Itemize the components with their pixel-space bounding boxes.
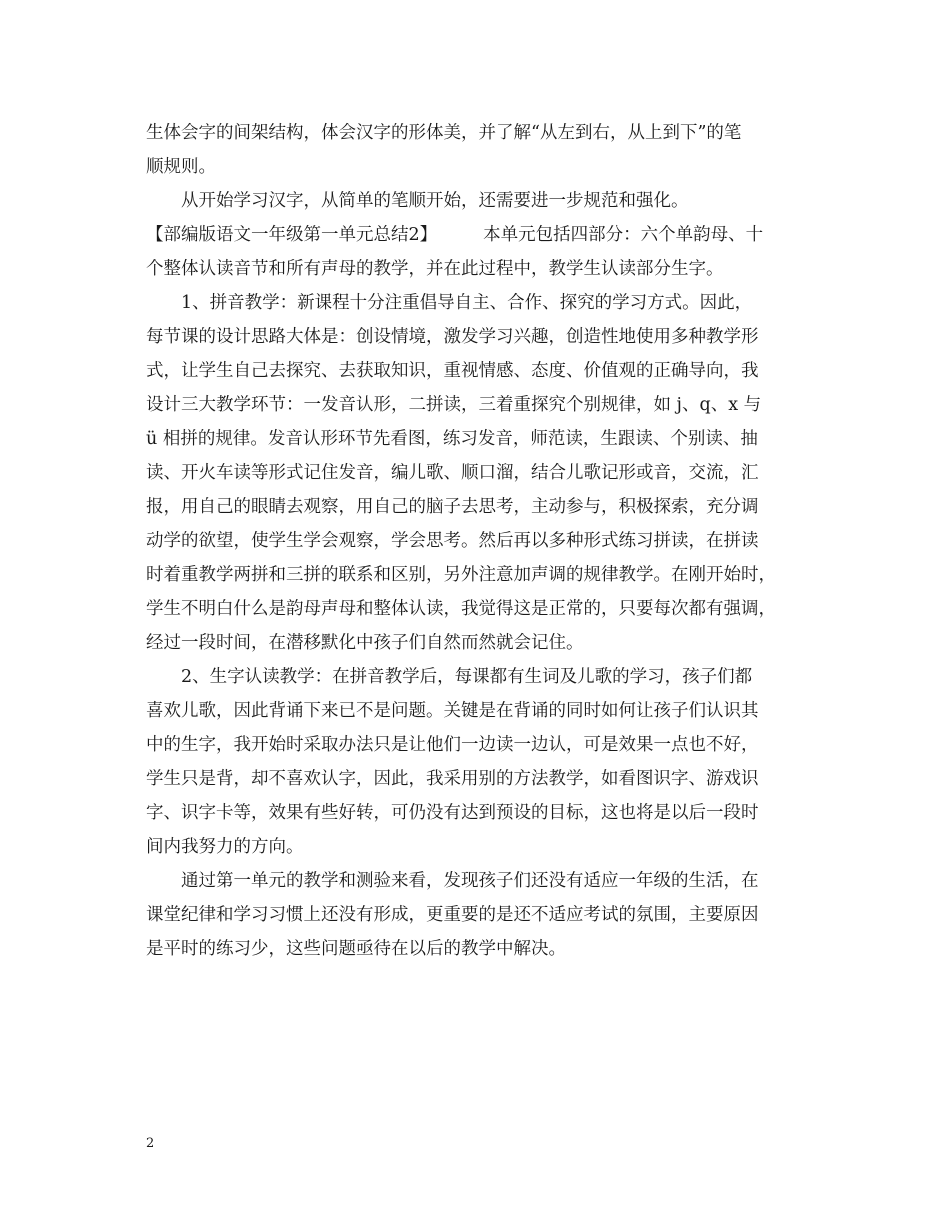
section-intro: 本单元包括四部分：六个单韵母、十	[483, 225, 764, 245]
text-line: 是平时的练习少，这些问题亟待在以后的教学中解决。	[146, 939, 566, 959]
text-line: 从开始学习汉字，从简单的笔顺开始，还需要进一步规范和强化。	[146, 191, 689, 211]
text-line: 生体会字的间架结构，体会汉字的形体美，并了解“从左到右，从上到下”的笔	[146, 123, 742, 143]
text-line: 喜欢儿歌，因此背诵下来已不是问题。关键是在背诵的同时如何让孩子们认识其	[146, 701, 759, 721]
text-line: 报，用自己的眼睛去观察，用自己的脑子去思考，主动参与，积极探索，充分调	[146, 497, 759, 517]
section-heading: 【部编版语文一年级第一单元总结2】	[146, 225, 438, 245]
text-line: 通过第一单元的教学和测验来看，发现孩子们还没有适应一年级的生活，在	[146, 871, 759, 891]
text-line: 字、识字卡等，效果有些好转，可仍没有达到预设的目标，这也将是以后一段时	[146, 803, 759, 823]
text-line: 经过一段时间，在潜移默化中孩子们自然而然就会记住。	[146, 633, 584, 653]
text-line: 顺规则。	[146, 157, 216, 177]
text-line: 中的生字，我开始时采取办法只是让他们一边读一边认，可是效果一点也不好，	[146, 735, 759, 755]
page-number: 2	[146, 1136, 155, 1151]
text-line: 动学的欲望，使学生学会观察，学会思考。然后再以多种形式练习拼读，在拼读	[146, 531, 759, 551]
text-line: 读、开火车读等形式记住发音，编儿歌、顺口溜，结合儿歌记形或音，交流，汇	[146, 463, 759, 483]
text-line: 学生只是背，却不喜欢认字，因此，我采用别的方法教学，如看图识字、游戏识	[146, 769, 759, 789]
text-line: 每节课的设计思路大体是：创设情境，激发学习兴趣，创造性地使用多种教学形	[146, 327, 759, 347]
text-line: 课堂纪律和学习习惯上还没有形成，更重要的是还不适应考试的氛围，主要原因	[146, 905, 759, 925]
text-line: ü 相拼的规律。发音认形环节先看图，练习发音，师范读，生跟读、个别读、抽	[146, 429, 758, 449]
text-line: 时着重教学两拼和三拼的联系和区别，另外注意加声调的规律教学。在刚开始时，	[146, 565, 776, 585]
document-body	[146, 116, 810, 966]
text-line: 1、拼音教学：新课程十分注重倡导自主、合作、探究的学习方式。因此，	[146, 293, 753, 313]
text-line: 个整体认读音节和所有声母的教学，并在此过程中，教学生认读部分生字。	[146, 259, 724, 279]
text-line: 2、生字认读教学：在拼音教学后，每课都有生词及儿歌的学习，孩子们都	[146, 667, 753, 687]
text-line: 学生不明白什么是韵母声母和整体认读，我觉得这是正常的，只要每次都有强调，	[146, 599, 776, 619]
text-line: 式，让学生自己去探究、去获取知识，重视情感、态度、价值观的正确导向，我	[146, 361, 759, 381]
text-line: 设计三大教学环节：一发音认形，二拼读，三着重探究个别规律，如 j、q、x 与	[146, 395, 762, 415]
text-line: 间内我努力的方向。	[146, 837, 304, 857]
text-line-heading	[146, 218, 810, 252]
